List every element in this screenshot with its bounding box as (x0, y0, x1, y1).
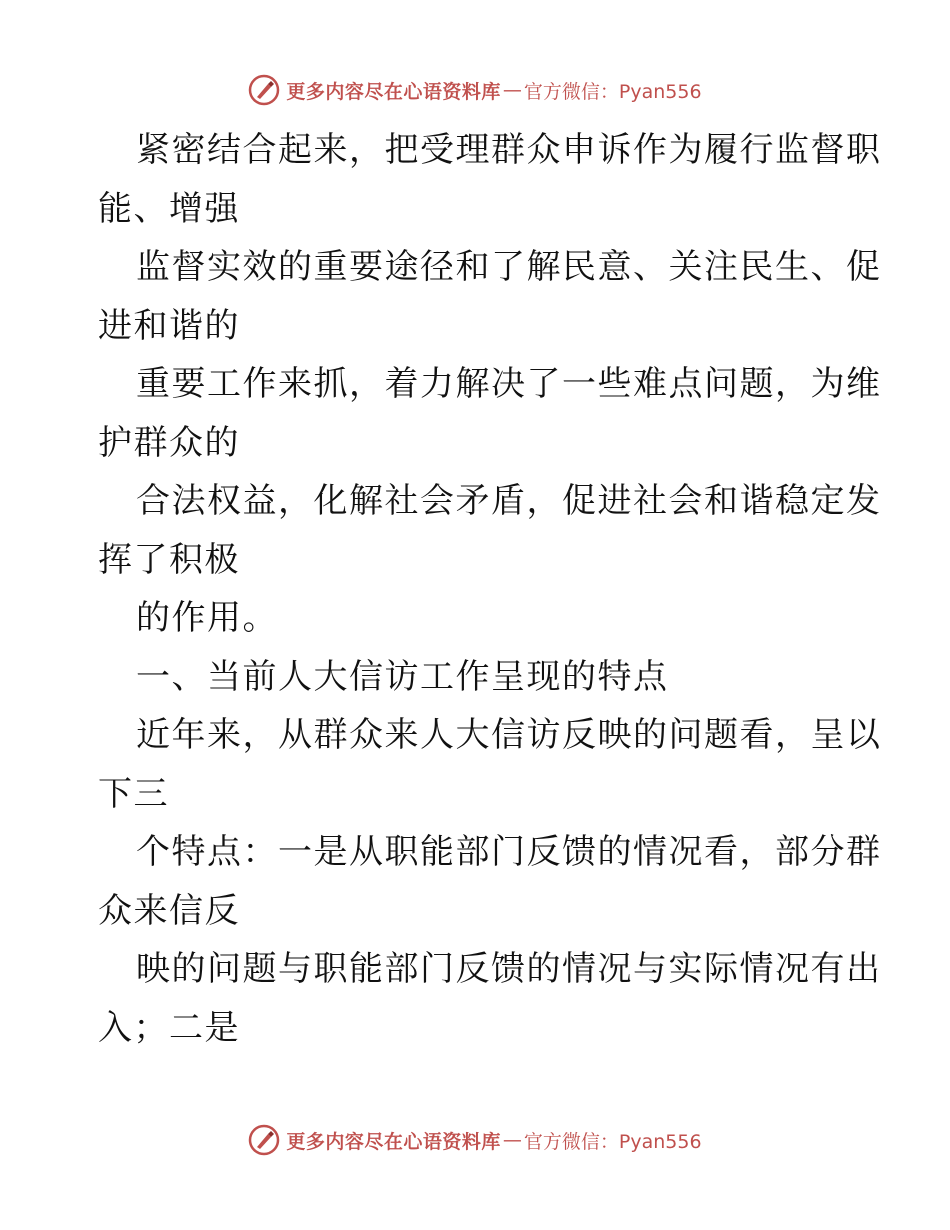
text-line: 紧密结合起来，把受理群众申诉作为履行监督职 (136, 130, 882, 170)
text-line: 重要工作来抓，着力解决了一些难点问题，为维 (136, 364, 882, 404)
text-line: 进和谐的 (98, 305, 240, 346)
text-line: 能、增强 (98, 188, 240, 229)
text-line: 监督实效的重要途径和了解民意、关注民生、促 (136, 247, 882, 287)
pen-seal-icon (248, 1124, 280, 1156)
banner-dash: — (502, 1129, 522, 1151)
text-line: 的作用。 (136, 598, 278, 638)
text-line: 入；二是 (98, 1007, 240, 1048)
banner-wechat: 官方微信：Pyan556 (523, 80, 702, 103)
pen-seal-icon (248, 74, 280, 106)
text-line: 个特点：一是从职能部门反馈的情况看，部分群 (136, 832, 882, 872)
text-line: 映的问题与职能部门反馈的情况与实际情况有出 (136, 949, 882, 989)
banner-wechat: 官方微信：Pyan556 (523, 1130, 702, 1153)
banner-title: 更多内容尽在心语资料库 (286, 1130, 501, 1153)
footer-banner (0, 1120, 950, 1160)
text-line: 护群众的 (98, 422, 240, 463)
text-line: 众来信反 (98, 890, 240, 931)
text-line: 下三 (98, 773, 169, 814)
section-heading: 一、当前人大信访工作呈现的特点 (136, 656, 669, 697)
header-banner (0, 70, 950, 110)
text-line: 合法权益，化解社会矛盾，促进社会和谐稳定发 (136, 481, 882, 521)
banner-title: 更多内容尽在心语资料库 (286, 80, 501, 103)
document-body (98, 121, 882, 1057)
banner-dash: — (502, 79, 522, 101)
text-line: 挥了积极 (98, 539, 240, 580)
text-line: 近年来，从群众来人大信访反映的问题看，呈以 (136, 715, 882, 755)
